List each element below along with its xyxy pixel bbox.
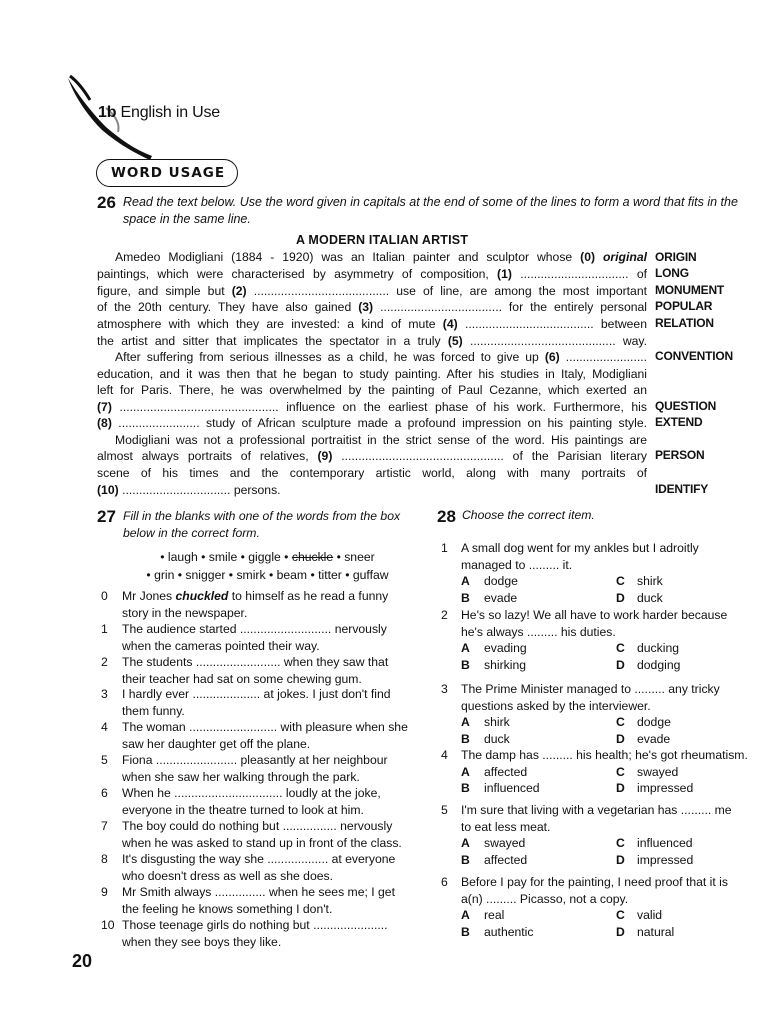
question-text: questions asked by the interviewer.: [461, 698, 651, 713]
answer-options-row: [461, 924, 751, 941]
option-letter[interactable]: D: [616, 924, 625, 939]
option-text[interactable]: affected: [484, 764, 528, 779]
option-text[interactable]: shirk: [637, 574, 663, 588]
option-text[interactable]: shirk: [484, 715, 510, 729]
article-line: of the 20th century. They have also gained (3) .................................... for the entirely personal: [97, 300, 647, 314]
question-text: He's so lazy! We all have to work harder because: [461, 608, 728, 622]
option-text[interactable]: authentic: [484, 924, 534, 939]
option-text[interactable]: affected: [484, 852, 528, 867]
exercise-27-item: [101, 818, 413, 851]
item-number: 6: [101, 786, 108, 800]
option-letter[interactable]: C: [616, 764, 625, 779]
option-text[interactable]: swayed: [637, 764, 679, 779]
question-text: The Prime Minister managed to ......... any tricky: [461, 682, 720, 696]
option-letter[interactable]: B: [461, 731, 470, 746]
item-number: 0: [101, 589, 108, 603]
keyword-person: PERSON: [655, 448, 705, 462]
option-text[interactable]: natural: [637, 924, 675, 939]
article-line: (10) ................................ persons.: [97, 483, 281, 497]
keyword-relation: RELATION: [655, 316, 714, 330]
section-header: [66, 72, 266, 162]
answer-options-row: [461, 835, 751, 852]
question-number: 4: [441, 748, 448, 762]
article-line: Modigliani was not a professional portraitist in the strict sense of the word. His paintings are: [115, 433, 647, 447]
option-letter[interactable]: A: [461, 764, 470, 779]
option-text[interactable]: real: [484, 908, 505, 922]
exercise-28-question: [441, 874, 751, 940]
keyword-popular: POPULAR: [655, 299, 713, 313]
option-letter[interactable]: A: [461, 908, 470, 922]
item-number: 8: [101, 852, 108, 866]
option-text[interactable]: influenced: [637, 836, 693, 850]
option-text[interactable]: dodge: [637, 715, 671, 729]
exercise-27-number: 27: [97, 507, 116, 526]
exercise-27-item: [101, 719, 413, 752]
item-text: Fiona ........................ pleasantly at her neighbour when she saw her walking through the park.: [122, 753, 388, 784]
word-usage-badge: WORD USAGE: [96, 159, 238, 187]
option-text[interactable]: evade: [484, 590, 518, 605]
article-line: scene of his times and the contemporary artistic world, along with many portraits of: [97, 466, 647, 480]
option-letter[interactable]: D: [616, 590, 625, 605]
exercise-27-item: [101, 917, 413, 950]
answer-options-row: [461, 657, 751, 674]
exercise-27-item: [101, 686, 413, 719]
option-text[interactable]: duck: [484, 731, 510, 746]
word-box-line1b: • sneer: [336, 550, 375, 564]
item-number: 2: [101, 655, 108, 669]
exercise-27-instruction: Fill in the blanks with one of the words from the box below in the correct form.: [123, 509, 401, 540]
keyword-origin: ORIGIN: [655, 250, 697, 264]
keyword-convention: CONVENTION: [655, 349, 734, 363]
exercise-26-number: 26: [97, 193, 116, 212]
option-letter[interactable]: A: [461, 715, 470, 729]
question-number: 2: [441, 608, 448, 622]
option-letter[interactable]: C: [616, 574, 625, 588]
option-letter[interactable]: D: [616, 657, 625, 672]
item-text: Mr Smith always ............... when he sees me; I get the feeling he knows something I don't.: [122, 885, 395, 916]
exercise-27-item: [101, 621, 413, 654]
section-number: 1b: [98, 104, 117, 121]
page-number: 20: [72, 951, 93, 971]
keyword-identify: IDENTIFY: [655, 482, 709, 496]
exercise-27-item: [101, 654, 413, 687]
option-text[interactable]: ducking: [637, 641, 680, 655]
option-letter[interactable]: B: [461, 781, 470, 795]
answer-options-row: [461, 907, 751, 924]
word-box-strike: chuckle: [291, 550, 334, 564]
option-letter[interactable]: C: [616, 641, 625, 655]
question-text: he's always ......... his duties.: [461, 624, 616, 639]
exercise-28-question: [441, 540, 751, 606]
article-line: the artist and sitter that implicates the spectator in a truly (5) ........................................... way.: [97, 334, 647, 348]
exercise-27-item: [101, 851, 413, 884]
option-letter[interactable]: A: [461, 641, 470, 655]
answer-options-row: [461, 590, 751, 607]
keyword-extend: EXTEND: [655, 415, 703, 429]
article-line: (8) ........................ study of African sculpture made a profound impression on his painting style.: [97, 416, 647, 430]
answer-options-row: [461, 714, 751, 731]
item-text: The boy could do nothing but ................ nervously when he was asked to stand up in front of the class.: [122, 819, 402, 850]
section-title: [98, 104, 220, 122]
exercise-27-item: [101, 752, 413, 785]
question-number: 6: [441, 875, 448, 889]
item-number: 4: [101, 720, 108, 734]
option-letter[interactable]: D: [616, 852, 625, 867]
article-line: (7) ............................................... influence on the earliest phase of his work. Furthermore, his: [97, 400, 647, 414]
article-line: paintings, which were characterised by asymmetry of composition, (1) ................................ of: [97, 267, 647, 281]
question-text: A small dog went for my ankles but I adroitly: [461, 541, 699, 555]
item-text: It's disgusting the way she .................. at everyone who doesn't dress as well as she does.: [122, 852, 396, 883]
option-text[interactable]: duck: [637, 590, 663, 605]
option-letter[interactable]: B: [461, 852, 470, 867]
option-text[interactable]: evade: [637, 731, 671, 746]
exercise-28-question: [441, 681, 751, 747]
option-text[interactable]: impressed: [637, 852, 694, 867]
question-number: 3: [441, 682, 448, 696]
item-text: The audience started ........................... nervously when the cameras pointed their way.: [122, 622, 387, 653]
option-text[interactable]: swayed: [484, 836, 526, 850]
article-line: After suffering from serious illnesses as a child, he was forced to give up (6) ........................: [115, 350, 647, 364]
question-text: The damp has ......... his health; he's got rheumatism.: [461, 748, 748, 762]
exercise-28-number: 28: [437, 507, 456, 526]
question-text: a(n) ......... Picasso, not a copy.: [461, 891, 629, 906]
item-text: I hardly ever .................... at jokes. I just don't find them funny.: [122, 687, 391, 718]
question-text: managed to ......... it.: [461, 557, 573, 572]
option-letter[interactable]: D: [616, 731, 625, 746]
option-letter[interactable]: C: [616, 836, 625, 850]
option-text[interactable]: shirking: [484, 657, 526, 672]
option-letter[interactable]: C: [616, 908, 625, 922]
exercise-27-item: [101, 884, 413, 917]
exercise-26-instruction: Read the text below. Use the word given in capitals at the end of some of the lines to form a word that fits in the space in the same line.: [123, 195, 738, 226]
option-letter[interactable]: B: [461, 657, 470, 672]
item-text: The woman .......................... with pleasure when she saw her daughter get off the plane.: [122, 720, 408, 751]
option-text[interactable]: dodging: [637, 657, 681, 672]
item-number: 3: [101, 687, 108, 701]
word-box-line2: • grin • snigger • smirk • beam • titter • guffaw: [146, 568, 389, 582]
article-line: left for Paris. There, he was overwhelmed by the painting of Paul Cezanne, which exerted an: [97, 383, 647, 397]
word-box-line1a: • laugh • smile • giggle •: [160, 550, 289, 564]
question-number: 5: [441, 803, 448, 817]
article-title: A MODERN ITALIAN ARTIST: [296, 233, 469, 247]
option-text[interactable]: impressed: [637, 781, 694, 795]
exercise-28-question: [441, 607, 751, 673]
article-line: atmosphere with which they are invested: a kind of mute (4) ...................................... between: [97, 317, 647, 331]
option-letter[interactable]: D: [616, 781, 625, 795]
option-letter[interactable]: B: [461, 924, 470, 939]
item-number: 1: [101, 622, 108, 636]
item-text: When he ................................ loudly at the joke, everyone in the theatre turned to look at him.: [122, 786, 381, 817]
keyword-long: LONG: [655, 266, 689, 280]
answer-options-row: [461, 764, 751, 781]
exercise-28-question: [441, 802, 751, 868]
option-text[interactable]: influenced: [484, 781, 540, 795]
option-letter[interactable]: A: [461, 836, 470, 850]
answer-options-row: [461, 640, 751, 657]
exercise-27-item: [101, 785, 413, 818]
section-name: English in Use: [120, 104, 221, 121]
option-text[interactable]: valid: [637, 908, 663, 922]
question-text: to eat less meat.: [461, 819, 551, 834]
option-text[interactable]: evading: [484, 641, 527, 655]
item-text: The students ......................... when they saw that their teacher had sat on some chewing gum.: [122, 655, 389, 686]
option-letter[interactable]: C: [616, 715, 625, 729]
keyword-monument: MONUMENT: [655, 283, 725, 297]
item-text: Those teenage girls do nothing but ...................... when they see boys they like.: [122, 918, 388, 949]
option-text[interactable]: dodge: [484, 574, 518, 588]
answer-options-row: [461, 573, 751, 590]
item-number: 7: [101, 819, 108, 833]
answer-options-row: [461, 852, 751, 869]
answer-options-row: [461, 780, 751, 797]
article-line: almost always portraits of relatives, (9) ................................................ of the Parisian literary: [97, 449, 647, 463]
exercise-28-instruction: Choose the correct item.: [462, 508, 595, 522]
option-letter[interactable]: A: [461, 574, 470, 588]
item-number: 5: [101, 753, 108, 767]
answer-options-row: [461, 731, 751, 748]
exercise-28-question: [441, 747, 751, 797]
exercise-27-item: [101, 588, 413, 621]
keyword-question: QUESTION: [655, 399, 717, 413]
question-text: Before I pay for the painting, I need proof that it is: [461, 875, 728, 889]
article-line: Amedeo Modigliani (1884 - 1920) was an Italian painter and sculptor whose (0) original: [115, 250, 647, 264]
option-letter[interactable]: B: [461, 590, 470, 605]
article-line: figure, and simple but (2) ........................................ use of line, are among the most important: [97, 284, 647, 298]
item-text: Mr Jones chuckled to himself as he read a funny story in the newspaper.: [122, 589, 389, 620]
item-number: 9: [101, 885, 108, 899]
question-text: I'm sure that living with a vegetarian has ......... me: [461, 803, 732, 817]
article-line: education, and it was then that he began to study painting. After his studies in Italy, Modigliani: [97, 367, 647, 381]
question-number: 1: [441, 541, 448, 555]
word-box: [120, 548, 415, 584]
item-number: 10: [101, 918, 115, 932]
